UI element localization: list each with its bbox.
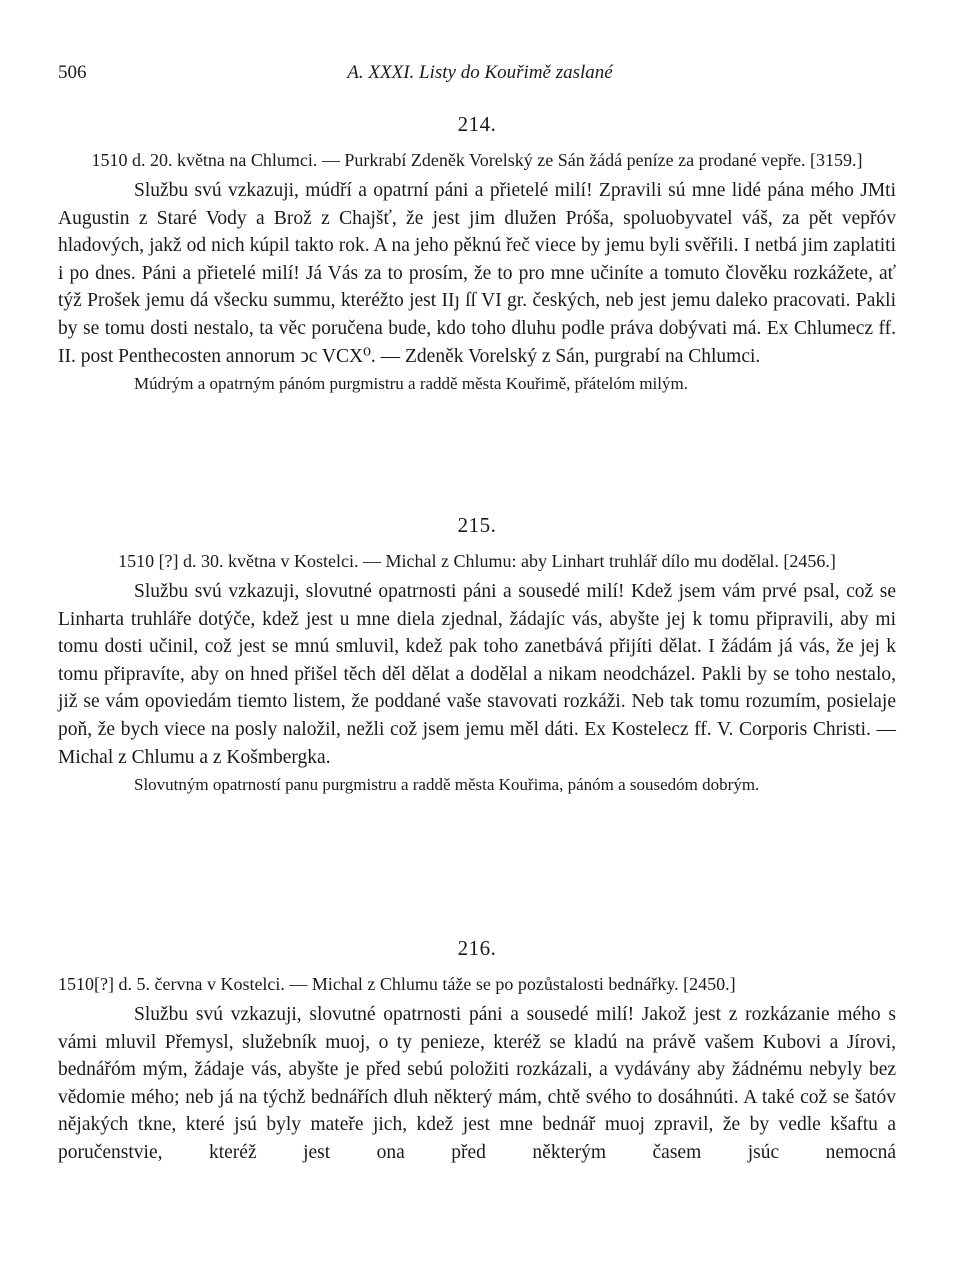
- letter-text: Službu svú vzkazuji, slovutné opatrnosti páni a sousedé milí! Jakož jest z rozkázanie mého s vámi mluvil Přemysl, služebník muoj, o ty penieze, kteréž se kladú na právě vašem Kubovi a Jírovi, bednářóm mým, žádaje vás, abyšte je před sebú položiti rozkázali, a vydávány aby žádnému nebyly bez vědomie mého; neb já na týchž bednářích dluh některý mám, chtě svého to dosáhnúti. A také což se šatóv nějakých tkne, které jsú byly mateře jich, kdež jest mne bednář muoj zpravil, že by vedle kšaftu a poručenstvie, kteréž jest ona před některým časem jsúc nemocná: [58, 1004, 896, 1163]
- letter-number: 216.: [457, 936, 497, 960]
- letter-215: [58, 513, 896, 797]
- letter-214: [58, 112, 896, 396]
- letter-address: Múdrým a opatrným pánóm purgmistru a raddě města Kouřimě, přátelóm milým.: [134, 374, 688, 394]
- page-number: 506: [58, 62, 87, 83]
- running-title: A. XXXI. Listy do Kouřimě zaslané: [347, 62, 613, 83]
- letter-text: Službu svú vzkazuji, slovutné opatrnosti páni a sousedé milí! Kdež jsem vám prvé psal, což se Linharta truhláře dotýče, kdež jest u mne diela zjednal, žádajíc vás, abyšte jej k tomu připravili, aby mi tomu dosti učinil, což jest se mnú smluvil, kdež pak toho zanetbává přijíti dělat. I žádám já vás, že jej k tomu připravíte, aby on hned přišel těch děl dělat a dodělal a nikam neodcházel. Pakli by se toho nestalo, již se vám opoviedám tiemto listem, že poddané vaše stavovati rozkáži. Neb tak tomu rozumím, posielaje poň, že bych viece na posly naložil, nežli což jsem jemu měl dáti. Ex Kostelecz ff. V. Corporis Christi. — Michal z Chlumu a z Košmbergka.: [58, 581, 896, 768]
- letter-number: 214.: [457, 112, 497, 136]
- letter-216: [58, 936, 896, 1167]
- letter-regest: 1510 d. 20. května na Chlumci. — Purkrabí Zdeněk Vorelský ze Sán žádá peníze za prodané vepře. [3159.]: [91, 150, 863, 170]
- letter-address: Slovutným opatrností panu purgmistru a raddě města Kouřima, pánóm a sousedóm dobrým.: [134, 775, 760, 795]
- letter-regest: 1510 [?] d. 30. května v Kostelci. — Michal z Chlumu: aby Linhart truhlář dílo mu dodělal. [2456.]: [118, 551, 836, 571]
- letter-number: 215.: [457, 513, 497, 537]
- letter-regest: 1510[?] d. 5. června v Kostelci. — Michal z Chlumu táže se po pozůstalosti bednářky. [2450.]: [58, 974, 736, 994]
- page-header: [58, 62, 902, 88]
- letter-text: Službu svú vzkazuji, múdří a opatrní páni a přietelé milí! Zpravili sú mne lidé pána mého JMti Augustin z Staré Vody a Brož z Chajšť, že jest jim dlužen Próša, spoluobyvatel váš, za pět vepřóv hladových, jakž od nich kúpil takto rok. A na jeho pěknú řeč viece by jemu byli svěřili. I netbá jim zaplatiti i po dnes. Páni a přietelé milí! Já Vás za to prosím, že to pro mne učiníte a tomuto člověku rozkážete, ať týž Prošek jemu dá všecku summu, kteréžto jest IIȷ ſſ VI gr. českých, neb jest jemu daleko pracovati. Pakli by se tomu dosti nestalo, ta věc poručena bude, kdo toho dluhu podle práva dobývati má. Ex Chlumecz ff. II. post Penthecosten annorum ↄc VCX⁰. — Zdeněk Vorelský z Sán, purgrabí na Chlumci.: [58, 180, 896, 367]
